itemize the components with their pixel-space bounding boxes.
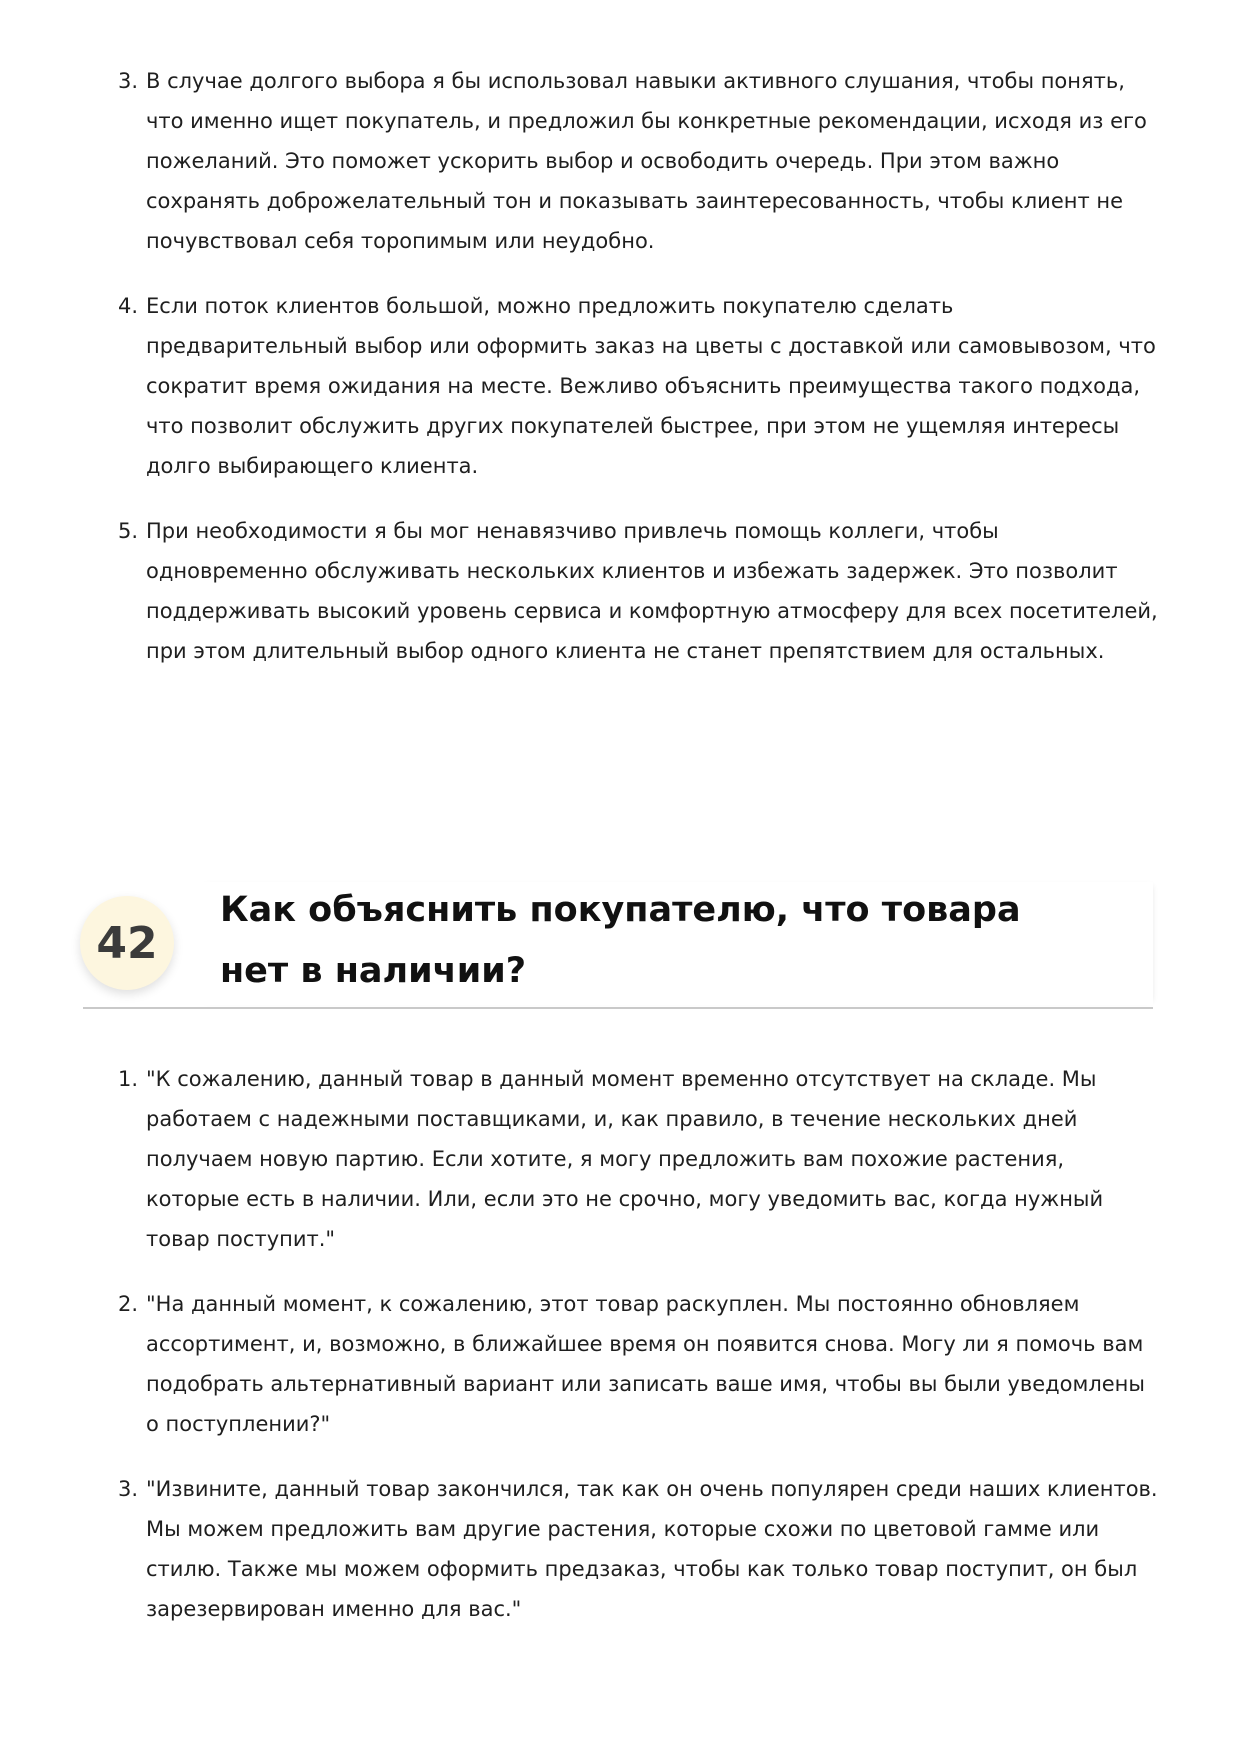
- list-item-number: 4.: [118, 294, 139, 318]
- list-item: [118, 61, 1158, 261]
- list-item-number: 3.: [118, 1477, 139, 1501]
- list-item-number: 3.: [118, 69, 139, 93]
- section-divider: [83, 1007, 1153, 1009]
- list-item-text: Если поток клиентов большой, можно предложить покупателю сделать предварительный выбор или оформить заказ на цветы с доставкой или самовывозом, что сократит время ожидания на месте. Вежливо объяснить преимущества такого подхода, что позволит обслужить других покупателей быстрее, при этом не ущемляя интересы долго выбирающего клиента.: [146, 294, 1156, 478]
- list-item-text: "На данный момент, к сожалению, этот товар раскуплен. Мы постоянно обновляем ассортимент, и, возможно, в ближайшее время он появится снова. Могу ли я помочь вам подобрать альтернативный вариант или записать ваше имя, чтобы вы были уведомлены о поступлении?": [146, 1292, 1145, 1436]
- section-title: Как объяснить покупателю, что товара нет в наличии?: [220, 890, 1021, 991]
- list-item-number: 5.: [118, 519, 139, 543]
- list-item-text: "Извините, данный товар закончился, так как он очень популярен среди наших клиентов. Мы можем предложить вам другие растения, которые схожи по цветовой гамме или стилю. Также мы можем оформить предзаказ, чтобы как только товар поступит, он был зарезервирован именно для вас.": [146, 1477, 1158, 1621]
- list-item: [118, 1059, 1158, 1259]
- list-item: [118, 286, 1158, 486]
- list-item-text: "К сожалению, данный товар в данный момент временно отсутствует на складе. Мы работаем с надежными поставщиками, и, как правило, в течение нескольких дней получаем новую партию. Если хотите, я могу предложить вам похожие растения, которые есть в наличии. Или, если это не срочно, могу уведомить вас, когда нужный товар поступит.": [146, 1067, 1104, 1251]
- list-item-number: 1.: [118, 1067, 139, 1091]
- answer-list-section-42: [118, 1059, 1158, 1654]
- list-item-number: 2.: [118, 1292, 139, 1316]
- list-item: [118, 511, 1158, 671]
- answer-list-previous: [118, 61, 1158, 696]
- section-number-badge: 42: [80, 896, 174, 990]
- list-item-text: В случае долгого выбора я бы использовал навыки активного слушания, чтобы понять, что именно ищет покупатель, и предложил бы конкретные рекомендации, исходя из его пожеланий. Это поможет ускорить выбор и освободить очередь. При этом важно сохранять доброжелательный тон и показывать заинтересованность, чтобы клиент не почувствовал себя торопимым или неудобно.: [146, 69, 1147, 253]
- list-item: [118, 1469, 1158, 1629]
- list-item: [118, 1284, 1158, 1444]
- list-item-text: При необходимости я бы мог ненавязчиво привлечь помощь коллеги, чтобы одновременно обслуживать нескольких клиентов и избежать задержек. Это позволит поддерживать высокий уровень сервиса и комфортную атмосферу для всех посетителей, при этом длительный выбор одного клиента не станет препятствием для остальных.: [146, 519, 1158, 663]
